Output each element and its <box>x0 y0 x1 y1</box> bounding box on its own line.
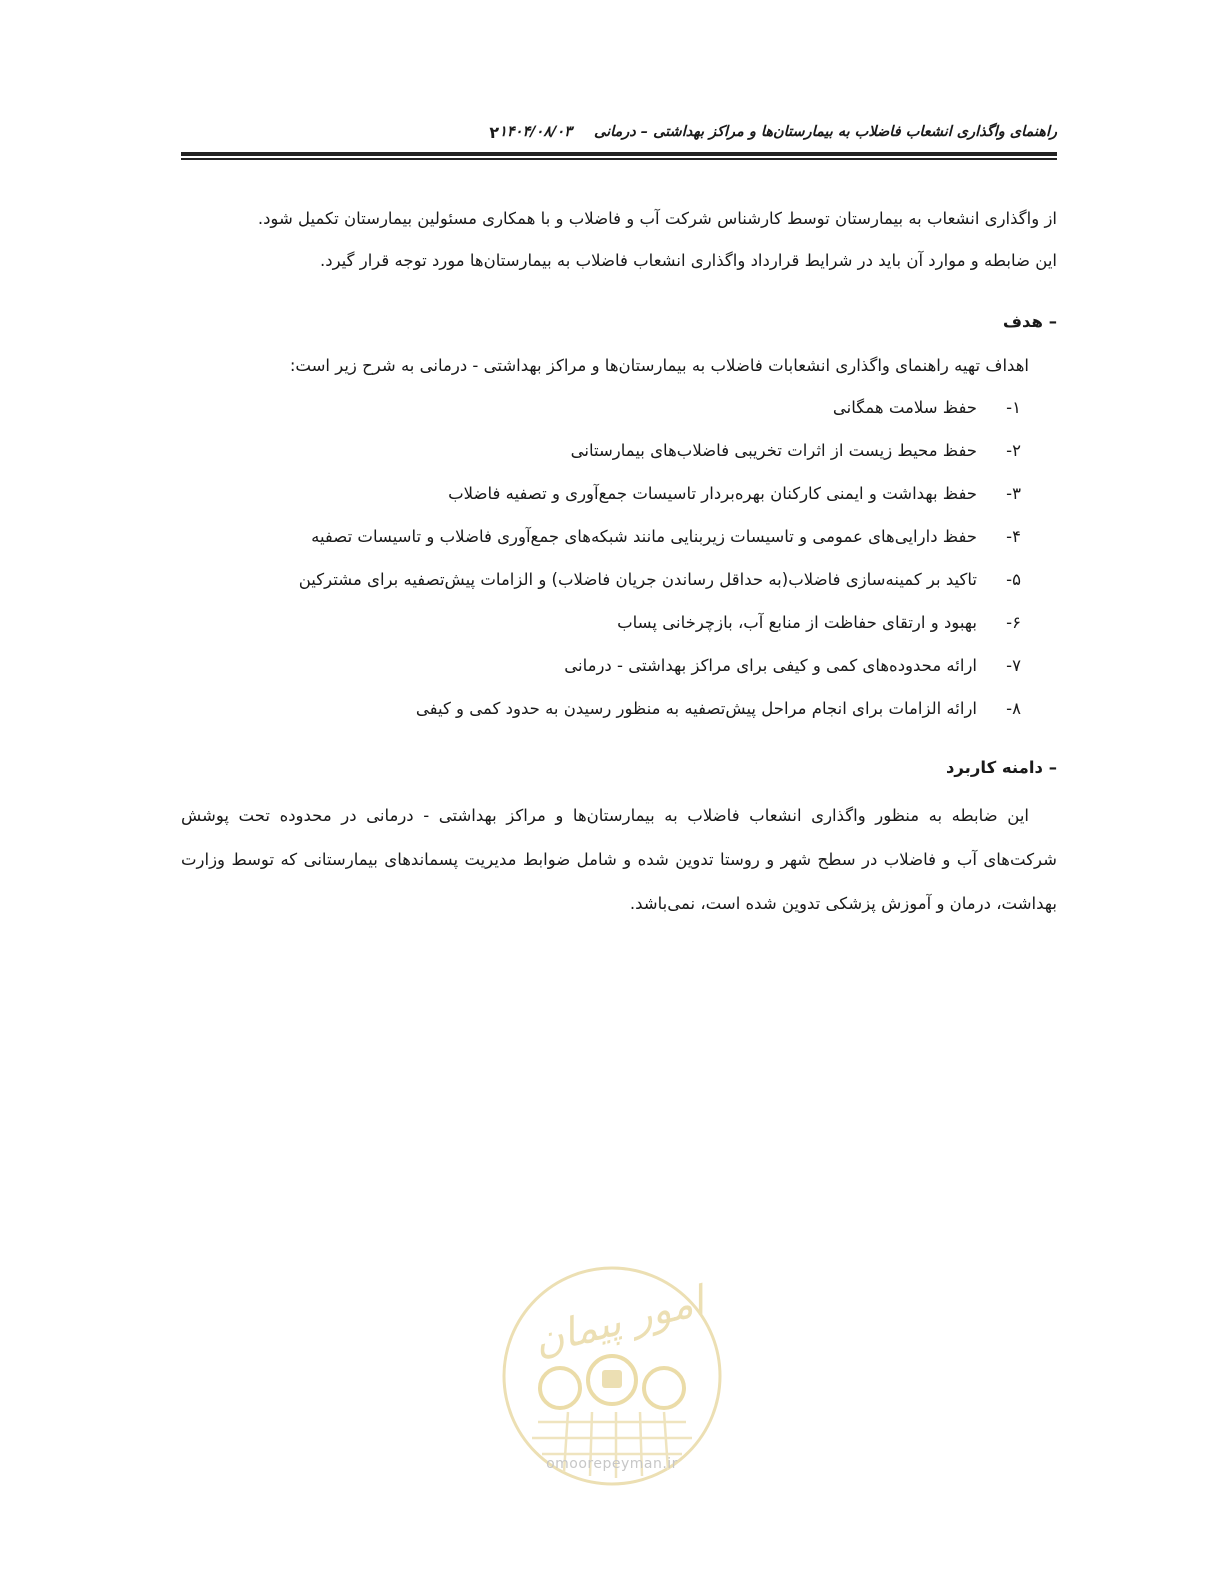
page-content <box>181 198 1057 926</box>
header-title: راهنمای واگذاری انشعاب فاضلاب به بیمارستان‌ها و مراکز بهداشتی – درمانی <box>593 124 1057 140</box>
list-item <box>181 644 1021 687</box>
list-item-number: ۲- <box>1006 441 1021 460</box>
intro-line-2: این ضابطه و موارد آن باید در شرایط قرارداد واگذاری انشعاب فاضلاب به بیمارستان‌ها مورد توجه قرار گیرد. <box>319 251 1057 270</box>
list-item-number: ۷- <box>1006 656 1021 675</box>
header-date: ۱۴۰۴/۰۸/۰۳ <box>499 124 572 140</box>
list-item-number: ۶- <box>1006 613 1021 632</box>
goals-heading: – هدف <box>1002 312 1057 331</box>
list-item-text: حفظ دارایی‌های عمومی و تاسیسات زیربنایی مانند شبکه‌های جمع‌آوری فاضلاب و تاسیسات تصفیه <box>311 527 977 546</box>
list-item-text: بهبود و ارتقای حفاظت از منابع آب، بازچرخانی پساب <box>617 613 977 632</box>
list-item <box>181 558 1021 601</box>
list-item-text: حفظ سلامت همگانی <box>832 398 977 417</box>
header-rule-thin <box>181 158 1057 160</box>
list-item <box>181 515 1021 558</box>
list-item <box>181 386 1021 429</box>
list-item-text: ارائه الزامات برای انجام مراحل پیش‌تصفیه به منظور رسیدن به حدود کمی و کیفی <box>415 699 977 718</box>
list-item-text: حفظ بهداشت و ایمنی کارکنان بهره‌بردار تاسیسات جمع‌آوری و تصفیه فاضلاب <box>448 484 977 503</box>
list-item <box>181 429 1021 472</box>
scope-heading: – دامنه کاربرد <box>945 758 1057 777</box>
scope-paragraph: این ضابطه به منظور واگذاری انشعاب فاضلاب به بیمارستان‌ها و مراکز بهداشتی - درمانی در محدوده تحت پوشش شرکت‌های آب و فاضلاب در سطح شهر و روستا تدوین شده و شامل ضوابط مدیریت پسماندهای بیمارستانی که توسط وزارت بهداشت، درمان و آموزش پزشکی تدوین شده است، نمی‌باشد. <box>181 806 1057 913</box>
list-item-number: ۱- <box>1006 398 1021 417</box>
intro-line-1: از واگذاری انشعاب به بیمارستان توسط کارشناس شرکت آب و فاضلاب و با همکاری مسئولین بیمارستان تکمیل شود. <box>257 209 1057 228</box>
watermark-seal-text: امور پیمان <box>529 1278 709 1365</box>
page-number: ۲ <box>489 122 500 142</box>
list-item-number: ۴- <box>1006 527 1021 546</box>
goals-lead: اهداف تهیه راهنمای واگذاری انشعابات فاضلاب به بیمارستان‌ها و مراکز بهداشتی - درمانی به شرح زیر است: <box>289 356 1029 375</box>
list-item-number: ۳- <box>1006 484 1021 503</box>
list-item <box>181 687 1021 730</box>
list-item-text: حفظ محیط زیست از اثرات تخریبی فاضلاب‌های بیمارستانی <box>570 441 977 460</box>
list-item <box>181 601 1021 644</box>
list-item-number: ۸- <box>1006 699 1021 718</box>
list-item-text: تاکید بر کمینه‌سازی فاضلاب(به حداقل رساندن جریان فاضلاب) و الزامات پیش‌تصفیه برای مشترکین <box>298 570 977 589</box>
header-title-group <box>499 124 1057 140</box>
list-item-number: ۵- <box>1006 570 1021 589</box>
watermark-url: omoorepeyman.ir <box>546 1456 678 1472</box>
goals-list <box>181 386 1057 730</box>
list-item <box>181 472 1021 515</box>
running-header <box>181 118 1057 146</box>
list-item-text: ارائه محدوده‌های کمی و کیفی برای مراکز بهداشتی - درمانی <box>564 656 977 675</box>
intro-paragraph <box>181 198 1057 282</box>
header-rule-thick <box>181 152 1057 156</box>
